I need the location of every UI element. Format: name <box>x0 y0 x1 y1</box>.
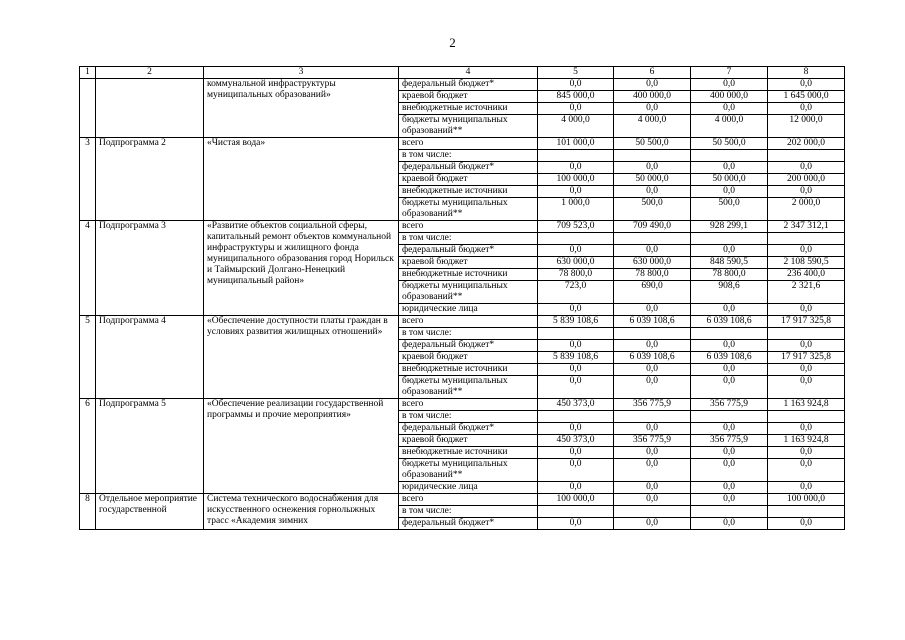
funding-source: бюджеты муниципальных образований** <box>399 115 538 138</box>
amount-cell: 0,0 <box>691 494 768 506</box>
amount-cell: 2 000,0 <box>768 198 845 221</box>
column-number-cell: 2 <box>96 67 204 79</box>
amount-cell: 0,0 <box>538 103 614 115</box>
amount-cell: 400 000,0 <box>614 91 691 103</box>
amount-cell: 0,0 <box>691 304 768 316</box>
amount-cell: 0,0 <box>768 103 845 115</box>
amount-cell: 356 775,9 <box>691 399 768 411</box>
amount-cell: 78 800,0 <box>614 269 691 281</box>
program-name <box>96 79 204 138</box>
amount-cell: 0,0 <box>614 186 691 198</box>
amount-cell: 630 000,0 <box>614 257 691 269</box>
amount-cell: 0,0 <box>538 245 614 257</box>
funding-source: в том числе: <box>399 233 538 245</box>
amount-cell: 0,0 <box>538 304 614 316</box>
amount-cell: 450 373,0 <box>538 435 614 447</box>
funding-source: бюджеты муниципальных образований** <box>399 459 538 482</box>
amount-cell: 0,0 <box>614 518 691 530</box>
amount-cell: 0,0 <box>538 518 614 530</box>
funding-source: бюджеты муниципальных образований** <box>399 376 538 399</box>
amount-cell: 50 000,0 <box>691 174 768 186</box>
amount-cell <box>691 328 768 340</box>
amount-cell: 2 108 590,5 <box>768 257 845 269</box>
amount-cell: 100 000,0 <box>768 494 845 506</box>
column-number-cell: 4 <box>399 67 538 79</box>
amount-cell <box>538 506 614 518</box>
funding-source: в том числе: <box>399 150 538 162</box>
amount-cell: 0,0 <box>614 340 691 352</box>
amount-cell <box>768 150 845 162</box>
program-name: Отдельное мероприятие государственной <box>96 494 204 530</box>
column-number-cell: 6 <box>614 67 691 79</box>
funding-source: внебюджетные источники <box>399 269 538 281</box>
amount-cell <box>538 411 614 423</box>
budget-table <box>79 66 845 530</box>
amount-cell: 0,0 <box>691 162 768 174</box>
amount-cell: 0,0 <box>614 79 691 91</box>
amount-cell: 6 039 108,6 <box>614 316 691 328</box>
amount-cell: 0,0 <box>538 162 614 174</box>
amount-cell: 0,0 <box>614 376 691 399</box>
amount-cell: 0,0 <box>691 186 768 198</box>
amount-cell <box>614 233 691 245</box>
amount-cell: 0,0 <box>768 518 845 530</box>
amount-cell: 0,0 <box>768 423 845 435</box>
funding-source: в том числе: <box>399 328 538 340</box>
amount-cell: 0,0 <box>691 340 768 352</box>
amount-cell: 0,0 <box>691 376 768 399</box>
amount-cell <box>614 506 691 518</box>
amount-cell: 101 000,0 <box>538 138 614 150</box>
amount-cell: 0,0 <box>614 103 691 115</box>
amount-cell: 0,0 <box>691 364 768 376</box>
amount-cell: 2 321,6 <box>768 281 845 304</box>
amount-cell: 356 775,9 <box>614 435 691 447</box>
amount-cell: 1 163 924,8 <box>768 399 845 411</box>
funding-source: внебюджетные источники <box>399 447 538 459</box>
table-row <box>80 399 845 411</box>
amount-cell: 0,0 <box>538 79 614 91</box>
funding-source: в том числе: <box>399 506 538 518</box>
amount-cell: 50 000,0 <box>614 174 691 186</box>
funding-source: федеральный бюджет* <box>399 79 538 91</box>
amount-cell: 0,0 <box>614 494 691 506</box>
row-number: 8 <box>80 494 96 530</box>
column-number-row <box>80 67 845 79</box>
amount-cell: 400 000,0 <box>691 91 768 103</box>
program-title: «Обеспечение реализации государственной программы и прочие мероприятия» <box>204 399 399 494</box>
program-name: Подпрограмма 3 <box>96 221 204 316</box>
amount-cell: 0,0 <box>614 304 691 316</box>
table-row <box>80 316 845 328</box>
amount-cell: 0,0 <box>614 364 691 376</box>
funding-source: федеральный бюджет* <box>399 245 538 257</box>
amount-cell <box>538 233 614 245</box>
page-number: 2 <box>449 35 456 50</box>
funding-source: федеральный бюджет* <box>399 162 538 174</box>
amount-cell: 0,0 <box>614 245 691 257</box>
column-number-cell: 5 <box>538 67 614 79</box>
row-number: 6 <box>80 399 96 494</box>
funding-source: всего <box>399 399 538 411</box>
amount-cell: 450 373,0 <box>538 399 614 411</box>
amount-cell: 908,6 <box>691 281 768 304</box>
amount-cell: 0,0 <box>614 482 691 494</box>
amount-cell: 0,0 <box>614 447 691 459</box>
amount-cell <box>691 150 768 162</box>
amount-cell: 709 523,0 <box>538 221 614 233</box>
funding-source: внебюджетные источники <box>399 103 538 115</box>
funding-source: внебюджетные источники <box>399 186 538 198</box>
funding-source: краевой бюджет <box>399 91 538 103</box>
amount-cell <box>768 411 845 423</box>
amount-cell: 2 347 312,1 <box>768 221 845 233</box>
row-number <box>80 79 96 138</box>
amount-cell: 4 000,0 <box>691 115 768 138</box>
amount-cell: 0,0 <box>768 162 845 174</box>
amount-cell: 1 000,0 <box>538 198 614 221</box>
funding-source: всего <box>399 221 538 233</box>
amount-cell: 1 163 924,8 <box>768 435 845 447</box>
column-number-cell: 7 <box>691 67 768 79</box>
amount-cell: 236 400,0 <box>768 269 845 281</box>
funding-source: краевой бюджет <box>399 435 538 447</box>
funding-source: всего <box>399 494 538 506</box>
amount-cell: 17 917 325,8 <box>768 316 845 328</box>
amount-cell: 709 490,0 <box>614 221 691 233</box>
amount-cell <box>768 506 845 518</box>
program-title: «Чистая вода» <box>204 138 399 221</box>
amount-cell: 0,0 <box>768 447 845 459</box>
funding-source: федеральный бюджет* <box>399 340 538 352</box>
amount-cell: 0,0 <box>538 459 614 482</box>
amount-cell: 5 839 108,6 <box>538 352 614 364</box>
program-name: Подпрограмма 2 <box>96 138 204 221</box>
funding-source: всего <box>399 138 538 150</box>
amount-cell: 200 000,0 <box>768 174 845 186</box>
amount-cell: 0,0 <box>768 459 845 482</box>
funding-source: краевой бюджет <box>399 257 538 269</box>
amount-cell: 0,0 <box>768 304 845 316</box>
program-title: Система технического водоснабжения для искусственного оснежения горнолыжных трасс «Академия зимних <box>204 494 399 530</box>
row-number: 5 <box>80 316 96 399</box>
amount-cell: 845 000,0 <box>538 91 614 103</box>
amount-cell: 0,0 <box>768 245 845 257</box>
amount-cell: 0,0 <box>768 340 845 352</box>
amount-cell <box>614 328 691 340</box>
amount-cell: 202 000,0 <box>768 138 845 150</box>
amount-cell: 6 039 108,6 <box>691 352 768 364</box>
amount-cell: 0,0 <box>538 376 614 399</box>
amount-cell: 0,0 <box>691 518 768 530</box>
table-row <box>80 79 845 91</box>
amount-cell: 0,0 <box>691 79 768 91</box>
amount-cell: 0,0 <box>691 103 768 115</box>
amount-cell: 0,0 <box>538 423 614 435</box>
amount-cell: 0,0 <box>614 423 691 435</box>
funding-source: бюджеты муниципальных образований** <box>399 198 538 221</box>
table-row <box>80 494 845 506</box>
amount-cell: 630 000,0 <box>538 257 614 269</box>
amount-cell: 500,0 <box>614 198 691 221</box>
table-row <box>80 221 845 233</box>
program-title: «Развитие объектов социальной сферы, капитальный ремонт объектов коммунальной инфраструктуры и жилищного фонда муниципального образования город Норильск и Таймырский Долгано-Ненецкий муниципальный район» <box>204 221 399 316</box>
funding-source: юридические лица <box>399 482 538 494</box>
amount-cell: 723,0 <box>538 281 614 304</box>
amount-cell <box>614 150 691 162</box>
amount-cell: 4 000,0 <box>538 115 614 138</box>
amount-cell: 0,0 <box>538 447 614 459</box>
amount-cell <box>538 150 614 162</box>
amount-cell: 6 039 108,6 <box>614 352 691 364</box>
amount-cell <box>691 506 768 518</box>
amount-cell: 0,0 <box>768 376 845 399</box>
program-name: Подпрограмма 5 <box>96 399 204 494</box>
column-number-cell: 3 <box>204 67 399 79</box>
amount-cell: 0,0 <box>768 364 845 376</box>
amount-cell: 0,0 <box>691 447 768 459</box>
column-number-cell: 8 <box>768 67 845 79</box>
amount-cell: 4 000,0 <box>614 115 691 138</box>
row-number: 3 <box>80 138 96 221</box>
amount-cell: 0,0 <box>768 482 845 494</box>
amount-cell: 0,0 <box>691 423 768 435</box>
amount-cell <box>691 411 768 423</box>
amount-cell: 100 000,0 <box>538 494 614 506</box>
amount-cell: 0,0 <box>768 186 845 198</box>
funding-source: всего <box>399 316 538 328</box>
amount-cell: 928 299,1 <box>691 221 768 233</box>
amount-cell: 0,0 <box>538 186 614 198</box>
funding-source: краевой бюджет <box>399 174 538 186</box>
amount-cell: 0,0 <box>691 482 768 494</box>
amount-cell: 690,0 <box>614 281 691 304</box>
funding-source: федеральный бюджет* <box>399 423 538 435</box>
funding-source: в том числе: <box>399 411 538 423</box>
program-name: Подпрограмма 4 <box>96 316 204 399</box>
amount-cell: 50 500,0 <box>691 138 768 150</box>
funding-source: федеральный бюджет* <box>399 518 538 530</box>
amount-cell: 50 500,0 <box>614 138 691 150</box>
amount-cell: 6 039 108,6 <box>691 316 768 328</box>
amount-cell <box>691 233 768 245</box>
amount-cell: 0,0 <box>614 459 691 482</box>
funding-source: краевой бюджет <box>399 352 538 364</box>
amount-cell: 356 775,9 <box>614 399 691 411</box>
amount-cell: 17 917 325,8 <box>768 352 845 364</box>
amount-cell: 848 590,5 <box>691 257 768 269</box>
amount-cell: 0,0 <box>538 340 614 352</box>
amount-cell: 12 000,0 <box>768 115 845 138</box>
table-row <box>80 138 845 150</box>
amount-cell: 356 775,9 <box>691 435 768 447</box>
amount-cell <box>614 411 691 423</box>
amount-cell: 500,0 <box>691 198 768 221</box>
amount-cell <box>768 328 845 340</box>
funding-source: внебюджетные источники <box>399 364 538 376</box>
column-number-cell: 1 <box>80 67 96 79</box>
program-title: коммунальной инфраструктуры муниципальных образований» <box>204 79 399 138</box>
amount-cell <box>538 328 614 340</box>
program-title: «Обеспечение доступности платы граждан в условиях развития жилищных отношений» <box>204 316 399 399</box>
amount-cell: 5 839 108,6 <box>538 316 614 328</box>
amount-cell: 0,0 <box>538 364 614 376</box>
amount-cell: 78 800,0 <box>538 269 614 281</box>
amount-cell: 100 000,0 <box>538 174 614 186</box>
amount-cell: 0,0 <box>691 245 768 257</box>
amount-cell: 0,0 <box>538 482 614 494</box>
amount-cell: 78 800,0 <box>691 269 768 281</box>
funding-source: бюджеты муниципальных образований** <box>399 281 538 304</box>
amount-cell: 0,0 <box>691 459 768 482</box>
row-number: 4 <box>80 221 96 316</box>
amount-cell: 0,0 <box>614 162 691 174</box>
funding-source: юридические лица <box>399 304 538 316</box>
amount-cell: 1 645 000,0 <box>768 91 845 103</box>
amount-cell: 0,0 <box>768 79 845 91</box>
amount-cell <box>768 233 845 245</box>
